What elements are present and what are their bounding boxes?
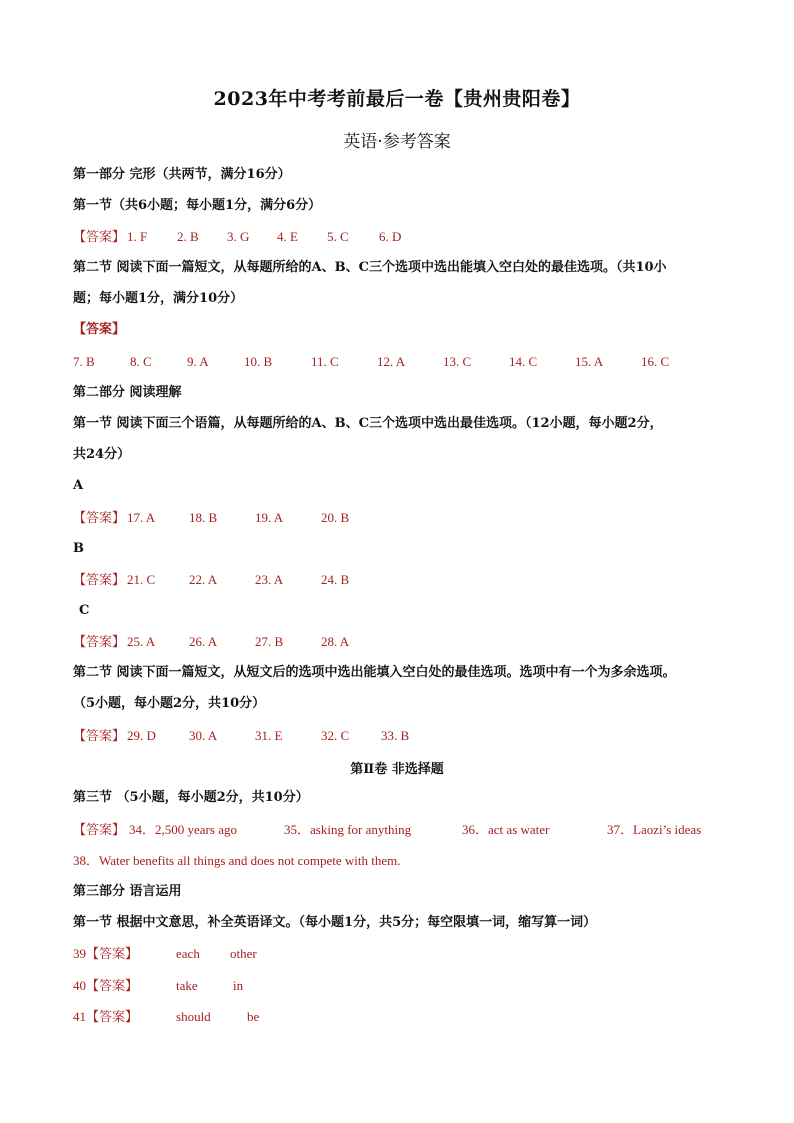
- answer-item: 34．2,500 years ago: [129, 822, 237, 837]
- answer-word: in: [233, 978, 244, 993]
- fill-item-41: [73, 1008, 259, 1026]
- answer-item: 22. A: [189, 572, 218, 587]
- answer-item: 5. C: [327, 229, 349, 244]
- part2-sec2-heading-line1: 第二节 阅读下面一篇短文，从短文后的选项中选出能填入空白处的最佳选项。选项中有一个为多余选项。: [73, 665, 676, 680]
- answer-item: 33. B: [381, 728, 410, 743]
- part1-sec1-answers: [73, 228, 429, 246]
- sec3-heading: 第三节 （5小题，每小题2分，共10分）: [73, 790, 309, 805]
- answer-item: 2. B: [177, 229, 199, 244]
- answer-item: 31. E: [255, 728, 283, 743]
- page-title: 2023年中考考前最后一卷【贵州贵阳卷】: [213, 88, 581, 110]
- part2-answers-a: [73, 509, 381, 527]
- answer-item: 35．asking for anything: [284, 822, 412, 837]
- part2-heading: 第二部分 阅读理解: [73, 385, 182, 400]
- answer-item: 4. E: [277, 229, 298, 244]
- part2-answers-b: [73, 571, 381, 589]
- answer-item: 3. G: [227, 229, 250, 244]
- part2-answers-c: [73, 633, 381, 651]
- item-number: 41: [73, 1009, 86, 1024]
- answer-item: 36．act as water: [462, 822, 550, 837]
- fill-item-40: [73, 977, 243, 995]
- part1-sec1-heading: 第一节（共6小题；每小题1分，满分6分）: [73, 198, 322, 213]
- answer-label: 【答案】: [73, 510, 126, 525]
- answer-item: 13. C: [443, 354, 472, 369]
- page-subtitle: 英语·参考答案: [343, 132, 451, 152]
- answer-label: 【答案】: [73, 322, 126, 337]
- item-number: 40: [73, 978, 86, 993]
- answer-item: 30. A: [189, 728, 218, 743]
- answer-item: 9. A: [187, 354, 209, 369]
- answer-item: 29. D: [127, 728, 156, 743]
- answer-item: 16. C: [641, 354, 670, 369]
- answer-item: 11. C: [311, 354, 339, 369]
- answer-item: 26. A: [189, 634, 218, 649]
- part2-sec2-answers: [73, 727, 431, 745]
- part1-sec2-heading-line1: 第二节 阅读下面一篇短文，从每题所给的A、B、C三个选项中选出能填入空白处的最佳选项。（共10小: [73, 260, 667, 275]
- answer-label: 【答案】: [73, 728, 126, 743]
- volume2-heading: 第Ⅱ卷 非选择题: [350, 762, 444, 777]
- answer-item: 25. A: [127, 634, 156, 649]
- answer-label: 【答案】: [73, 822, 126, 837]
- answer-item: 7. B: [73, 354, 95, 369]
- answer-item: 12. A: [377, 354, 406, 369]
- item-number: 39: [73, 946, 86, 961]
- answer-word: other: [230, 946, 257, 961]
- passage-b-label: B: [73, 541, 84, 556]
- answer-label: 【答案】: [73, 572, 126, 587]
- answer-item: 37．Laozi’s ideas: [607, 822, 702, 837]
- passage-a-label: A: [73, 478, 84, 493]
- sec3-answers: [73, 821, 701, 839]
- part3-heading: 第三部分 语言运用: [73, 884, 182, 899]
- answer-item: 17. A: [127, 510, 156, 525]
- answer-label: 【答案】: [86, 1009, 139, 1024]
- answer-item: 1. F: [127, 229, 148, 244]
- answer-item: 14. C: [509, 354, 538, 369]
- answer-label: 【答案】: [73, 634, 126, 649]
- passage-c-label: C: [79, 603, 90, 618]
- answer-item: 32. C: [321, 728, 350, 743]
- part2-sec1-heading-line1: 第一节 阅读下面三个语篇，从每题所给的A、B、C三个选项中选出最佳选项。（12小题，每小题2分，: [73, 416, 663, 431]
- part1-sec2-answers: [73, 353, 691, 371]
- part3-sec1-heading: 第一节 根据中文意思，补全英语译文。（每小题1分，共5分；每空限填一词，缩写算一词）: [73, 915, 597, 930]
- answer-word: each: [176, 946, 200, 961]
- answer-word: be: [247, 1009, 260, 1024]
- answer-item: 28. A: [321, 634, 350, 649]
- sec3-answer-38: 38．Water benefits all things and does not compete with them.: [73, 853, 401, 868]
- answer-item: 18. B: [189, 510, 218, 525]
- answer-item: 23. A: [255, 572, 284, 587]
- part2-sec1-heading-line2: 共24分）: [73, 447, 131, 462]
- answer-item: 24. B: [321, 572, 350, 587]
- answer-item: 21. C: [127, 572, 156, 587]
- answer-label: 【答案】: [86, 978, 139, 993]
- answer-item: 8. C: [130, 354, 152, 369]
- answer-item: 20. B: [321, 510, 350, 525]
- answer-item: 6. D: [379, 229, 402, 244]
- answer-word: should: [176, 1009, 211, 1024]
- answer-label: 【答案】: [73, 229, 126, 244]
- answer-item: 10. B: [244, 354, 273, 369]
- fill-item-39: [73, 945, 257, 963]
- answer-word: take: [176, 978, 198, 993]
- answer-item: 19. A: [255, 510, 284, 525]
- answer-label: 【答案】: [86, 946, 139, 961]
- part2-sec2-heading-line2: （5小题，每小题2分，共10分）: [73, 696, 266, 711]
- part1-sec2-heading-line2: 题；每小题1分，满分10分）: [73, 291, 244, 306]
- answer-item: 15. A: [575, 354, 604, 369]
- part1-heading: 第一部分 完形（共两节，满分16分）: [73, 167, 291, 182]
- answer-item: 27. B: [255, 634, 284, 649]
